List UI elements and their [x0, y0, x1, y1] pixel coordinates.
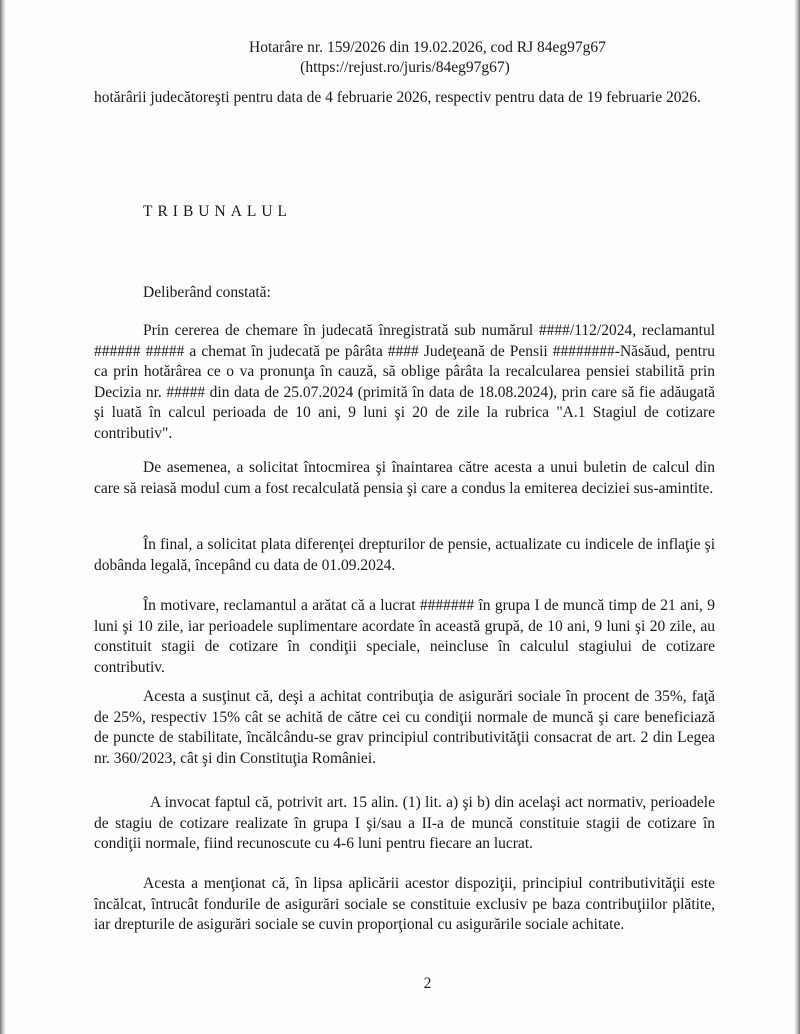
header-decision-line: Hotarâre nr. 159/2026 din 19.02.2026, cod RJ 84eg97g67	[249, 39, 606, 56]
page-number: 2	[423, 975, 432, 992]
page-right-edge	[794, 0, 800, 1034]
paragraph-request-calculation: De asemenea, a solicitat întocmirea şi înaintarea către acesta a unui buletin de calcul din care să reiasă modul cum a fost recalculată pensia şi care a condus la emiterea deciziei sus-amintite.	[94, 459, 715, 497]
header-url-line: (https://rejust.ro/juris/84eg97g67)	[300, 59, 510, 76]
paragraph-payment-request: În final, a solicitat plata diferenţei drepturilor de pensie, actualizate cu indicele de inflaţie şi dobânda legală, începând cu data de 01.09.2024.	[94, 536, 715, 574]
paragraph-contribution-argument: Acesta a susţinut că, deşi a achitat contribuţia de asigurări sociale în procent de 35%, faţă de 25%, respectiv 15% cât se achită de către cei cu condiţii normale de muncă şi care beneficiază de puncte de stabilitate, încălcându-se grav principiul contributivităţii consacrat de art. 2 din Legea nr. 360/2023, cât şi din Constituţia României.	[94, 688, 715, 767]
paragraph-motivation: În motivare, reclamantul a arătat că a lucrat ####### în grupa I de muncă timp de 21 ani, 9 luni şi 10 zile, iar perioadele suplimentare acordate în această grupă, de 10 ani, 9 luni şi 20 zile, au constituit stagii de cotizare în condiţii speciale, neincluse în calculul stagiului de cotizare contributiv.	[94, 597, 715, 676]
paragraph-principle: Acesta a menţionat că, în lipsa aplicării acestor dispoziţii, principiul contributivităţii este încălcat, întrucât fondurile de asigurări sociale se constituie exclusiv pe baza contribuţiilor plătite, iar drepturile de asigurări sociale se cuvin proporţional cu asigurările sociale achitate.	[94, 875, 715, 933]
paragraph-legal-basis: A invocat faptul că, potrivit art. 15 alin. (1) lit. a) şi b) din acelaşi act normativ, perioadele de stagiu de cotizare realizate în grupa I şi/sau a II-a de muncă constituie stagii de cotizare în condiţii normale, fiind recunoscute cu 4-6 luni pentru fiecare an lucrat.	[94, 794, 715, 852]
deliberation-intro: Deliberând constată:	[143, 284, 271, 301]
paragraph-claim: Prin cererea de chemare în judecată înregistrată sub numărul ####/112/2024, reclamantul ###### ##### a chemat în judecată pe pârâta #### Judeţeană de Pensii ########-Năsăud, pentru ca prin hotărârea ce o va pronunţa în cauză, să oblige pârâta la recalcularea pensiei stabilită prin Decizia nr. ##### din data de 25.07.2024 (primită în data de 18.08.2024), prin care să fie adăugată şi luată în calcul perioada de 10 ani, 9 luni şi 20 de zile la rubrica "A.1 Stagiul de cotizare contributiv".	[94, 322, 715, 442]
court-heading: TRIBUNALUL	[143, 203, 293, 220]
page-left-edge	[0, 0, 6, 1034]
continuation-line: hotărârii judecătoreşti pentru data de 4 februarie 2026, respectiv pentru data de 19 februarie 2026.	[94, 89, 701, 106]
